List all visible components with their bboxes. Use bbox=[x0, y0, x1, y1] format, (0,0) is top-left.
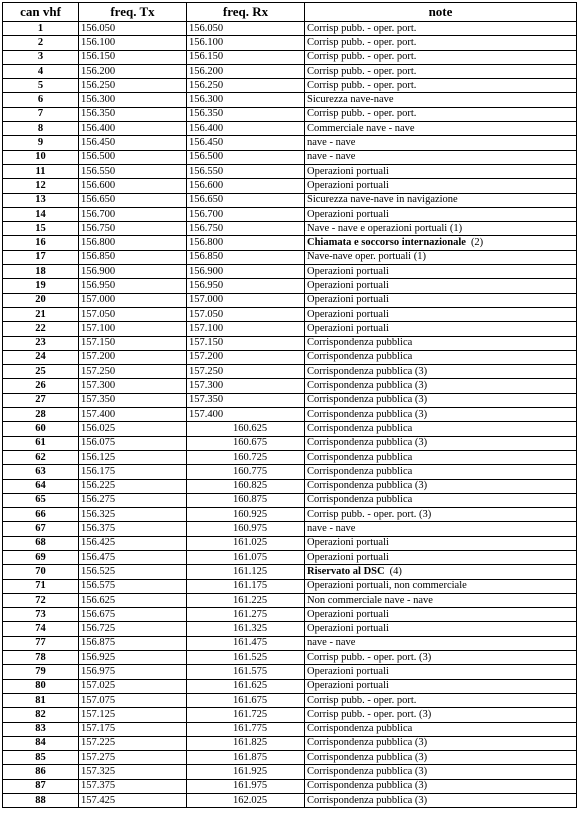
table-row bbox=[3, 236, 577, 250]
channel-cell: 9 bbox=[3, 136, 79, 150]
note-cell: nave - nave bbox=[305, 522, 577, 536]
rx-freq-cell: 157.100 bbox=[187, 322, 305, 336]
tx-freq-cell: 157.150 bbox=[79, 336, 187, 350]
tx-freq-cell: 156.900 bbox=[79, 265, 187, 279]
note-text: Chiamata e soccorso internazionale bbox=[307, 237, 466, 249]
channel-cell: 72 bbox=[3, 593, 79, 607]
note-cell: Operazioni portuali bbox=[305, 207, 577, 221]
note-cell: Corrispondenza pubblica bbox=[305, 465, 577, 479]
note-cell: Corrispondenza pubblica bbox=[305, 722, 577, 736]
tx-freq-cell: 157.100 bbox=[79, 322, 187, 336]
tx-freq-cell: 156.450 bbox=[79, 136, 187, 150]
table-row bbox=[3, 708, 577, 722]
rx-freq-cell: 161.275 bbox=[187, 608, 305, 622]
note-cell: Corrispondenza pubblica (3) bbox=[305, 408, 577, 422]
channel-cell: 12 bbox=[3, 179, 79, 193]
table-row bbox=[3, 393, 577, 407]
note-cell: Nave-nave oper. portuali (1) bbox=[305, 250, 577, 264]
note-cell: Commerciale nave - nave bbox=[305, 122, 577, 136]
channel-cell: 83 bbox=[3, 722, 79, 736]
note-cell: Nave - nave e operazioni portuali (1) bbox=[305, 222, 577, 236]
table-row bbox=[3, 522, 577, 536]
rx-freq-cell: 161.625 bbox=[187, 679, 305, 693]
rx-freq-cell: 161.725 bbox=[187, 708, 305, 722]
tx-freq-cell: 156.925 bbox=[79, 651, 187, 665]
tx-freq-cell: 156.400 bbox=[79, 122, 187, 136]
channel-cell: 18 bbox=[3, 265, 79, 279]
table-row bbox=[3, 136, 577, 150]
note-cell: Corrispondenza pubblica bbox=[305, 493, 577, 507]
tx-freq-cell: 156.025 bbox=[79, 422, 187, 436]
rx-freq-cell: 161.025 bbox=[187, 536, 305, 550]
channel-cell: 3 bbox=[3, 50, 79, 64]
channel-cell: 69 bbox=[3, 550, 79, 564]
note-cell: nave - nave bbox=[305, 136, 577, 150]
channel-cell: 87 bbox=[3, 779, 79, 793]
note-cell: Corrispondenza pubblica (3) bbox=[305, 479, 577, 493]
note-cell: Corrispondenza pubblica bbox=[305, 336, 577, 350]
rx-freq-cell: 156.300 bbox=[187, 93, 305, 107]
tx-freq-cell: 156.175 bbox=[79, 465, 187, 479]
note-cell: Corrispondenza pubblica (3) bbox=[305, 393, 577, 407]
channel-cell: 78 bbox=[3, 651, 79, 665]
table-row bbox=[3, 164, 577, 178]
table-row bbox=[3, 450, 577, 464]
channel-cell: 23 bbox=[3, 336, 79, 350]
rx-freq-cell: 161.775 bbox=[187, 722, 305, 736]
rx-freq-cell: 156.500 bbox=[187, 150, 305, 164]
note-cell: Corrispondenza pubblica (3) bbox=[305, 379, 577, 393]
rx-freq-cell: 157.400 bbox=[187, 408, 305, 422]
rx-freq-cell: 160.775 bbox=[187, 465, 305, 479]
rx-freq-cell: 161.225 bbox=[187, 593, 305, 607]
table-row bbox=[3, 508, 577, 522]
channel-cell: 26 bbox=[3, 379, 79, 393]
table-row bbox=[3, 322, 577, 336]
rx-freq-cell: 156.900 bbox=[187, 265, 305, 279]
table-row bbox=[3, 22, 577, 36]
tx-freq-cell: 157.075 bbox=[79, 693, 187, 707]
rx-freq-cell: 161.675 bbox=[187, 693, 305, 707]
table-row bbox=[3, 493, 577, 507]
header-row bbox=[3, 3, 577, 22]
tx-freq-cell: 157.350 bbox=[79, 393, 187, 407]
tx-freq-cell: 156.325 bbox=[79, 508, 187, 522]
table-header bbox=[3, 3, 577, 22]
note-cell: Operazioni portuali bbox=[305, 265, 577, 279]
tx-freq-cell: 157.325 bbox=[79, 765, 187, 779]
note-cell: Corrisp pubb. - oper. port. bbox=[305, 107, 577, 121]
table-row bbox=[3, 422, 577, 436]
channel-cell: 68 bbox=[3, 536, 79, 550]
rx-freq-cell: 160.925 bbox=[187, 508, 305, 522]
table-row bbox=[3, 93, 577, 107]
note-cell: Operazioni portuali bbox=[305, 665, 577, 679]
table-row bbox=[3, 350, 577, 364]
table-row bbox=[3, 365, 577, 379]
tx-freq-cell: 156.275 bbox=[79, 493, 187, 507]
tx-freq-cell: 156.700 bbox=[79, 207, 187, 221]
rx-freq-cell: 160.675 bbox=[187, 436, 305, 450]
tx-freq-cell: 157.275 bbox=[79, 751, 187, 765]
channel-cell: 28 bbox=[3, 408, 79, 422]
channel-cell: 10 bbox=[3, 150, 79, 164]
rx-freq-cell: 156.750 bbox=[187, 222, 305, 236]
note-cell: Corrisp pubb. - oper. port. bbox=[305, 693, 577, 707]
rx-freq-cell: 161.175 bbox=[187, 579, 305, 593]
channel-cell: 14 bbox=[3, 207, 79, 221]
tx-freq-cell: 156.500 bbox=[79, 150, 187, 164]
rx-freq-cell: 156.150 bbox=[187, 50, 305, 64]
rx-freq-cell: 156.100 bbox=[187, 36, 305, 50]
table-row bbox=[3, 336, 577, 350]
table-row bbox=[3, 651, 577, 665]
channel-cell: 62 bbox=[3, 450, 79, 464]
rx-freq-cell: 156.650 bbox=[187, 193, 305, 207]
rx-freq-cell: 161.975 bbox=[187, 779, 305, 793]
note-cell: Corrispondenza pubblica (3) bbox=[305, 436, 577, 450]
channel-cell: 86 bbox=[3, 765, 79, 779]
table-row bbox=[3, 765, 577, 779]
rx-freq-cell: 157.250 bbox=[187, 365, 305, 379]
rx-freq-cell: 161.125 bbox=[187, 565, 305, 579]
tx-freq-cell: 156.550 bbox=[79, 164, 187, 178]
rx-freq-cell: 156.700 bbox=[187, 207, 305, 221]
tx-freq-cell: 157.125 bbox=[79, 708, 187, 722]
table-row bbox=[3, 79, 577, 93]
table-row bbox=[3, 779, 577, 793]
note-cell: Operazioni portuali bbox=[305, 622, 577, 636]
rx-freq-cell: 157.300 bbox=[187, 379, 305, 393]
rx-freq-cell: 161.575 bbox=[187, 665, 305, 679]
note-cell: Operazioni portuali bbox=[305, 307, 577, 321]
tx-freq-cell: 156.875 bbox=[79, 636, 187, 650]
channel-cell: 66 bbox=[3, 508, 79, 522]
tx-freq-cell: 156.075 bbox=[79, 436, 187, 450]
tx-freq-cell: 156.100 bbox=[79, 36, 187, 50]
channel-cell: 77 bbox=[3, 636, 79, 650]
channel-cell: 15 bbox=[3, 222, 79, 236]
header-tx: freq. Tx bbox=[79, 3, 187, 22]
tx-freq-cell: 157.175 bbox=[79, 722, 187, 736]
channel-cell: 82 bbox=[3, 708, 79, 722]
channel-cell: 17 bbox=[3, 250, 79, 264]
note-cell: Operazioni portuali bbox=[305, 536, 577, 550]
table-row bbox=[3, 550, 577, 564]
note-cell: Corrisp pubb. - oper. port. bbox=[305, 79, 577, 93]
channel-cell: 25 bbox=[3, 365, 79, 379]
channel-cell: 16 bbox=[3, 236, 79, 250]
rx-freq-cell: 156.450 bbox=[187, 136, 305, 150]
note-cell: Operazioni portuali bbox=[305, 322, 577, 336]
channel-cell: 84 bbox=[3, 736, 79, 750]
tx-freq-cell: 157.400 bbox=[79, 408, 187, 422]
note-cell: Corrisp pubb. - oper. port. bbox=[305, 64, 577, 78]
tx-freq-cell: 156.725 bbox=[79, 622, 187, 636]
channel-cell: 65 bbox=[3, 493, 79, 507]
tx-freq-cell: 156.675 bbox=[79, 608, 187, 622]
table-row bbox=[3, 736, 577, 750]
channel-cell: 20 bbox=[3, 293, 79, 307]
note-cell: Corrispondenza pubblica (3) bbox=[305, 736, 577, 750]
tx-freq-cell: 157.025 bbox=[79, 679, 187, 693]
rx-freq-cell: 160.725 bbox=[187, 450, 305, 464]
tx-freq-cell: 156.750 bbox=[79, 222, 187, 236]
tx-freq-cell: 157.425 bbox=[79, 794, 187, 808]
note-cell: Operazioni portuali, non commerciale bbox=[305, 579, 577, 593]
channel-cell: 85 bbox=[3, 751, 79, 765]
table-row bbox=[3, 693, 577, 707]
note-cell: nave - nave bbox=[305, 150, 577, 164]
table-row bbox=[3, 679, 577, 693]
note-cell: Corrisp pubb. - oper. port. bbox=[305, 50, 577, 64]
tx-freq-cell: 156.300 bbox=[79, 93, 187, 107]
channel-cell: 6 bbox=[3, 93, 79, 107]
table-row bbox=[3, 579, 577, 593]
table-row bbox=[3, 436, 577, 450]
tx-freq-cell: 156.250 bbox=[79, 79, 187, 93]
channel-cell: 63 bbox=[3, 465, 79, 479]
table-row bbox=[3, 465, 577, 479]
rx-freq-cell: 156.550 bbox=[187, 164, 305, 178]
tx-freq-cell: 156.150 bbox=[79, 50, 187, 64]
note-cell: Sicurezza nave-nave bbox=[305, 93, 577, 107]
note-cell: Operazioni portuali bbox=[305, 550, 577, 564]
note-cell: Corrispondenza pubblica (3) bbox=[305, 365, 577, 379]
note-cell: Non commerciale nave - nave bbox=[305, 593, 577, 607]
tx-freq-cell: 157.300 bbox=[79, 379, 187, 393]
tx-freq-cell: 156.200 bbox=[79, 64, 187, 78]
channel-cell: 24 bbox=[3, 350, 79, 364]
note-cell: Corrisp pubb. - oper. port. (3) bbox=[305, 651, 577, 665]
tx-freq-cell: 156.575 bbox=[79, 579, 187, 593]
tx-freq-cell: 156.800 bbox=[79, 236, 187, 250]
channel-cell: 22 bbox=[3, 322, 79, 336]
channel-cell: 70 bbox=[3, 565, 79, 579]
rx-freq-cell: 156.950 bbox=[187, 279, 305, 293]
table-row bbox=[3, 593, 577, 607]
channel-cell: 2 bbox=[3, 36, 79, 50]
channel-cell: 60 bbox=[3, 422, 79, 436]
channel-cell: 71 bbox=[3, 579, 79, 593]
note-cell: Corrispondenza pubblica (3) bbox=[305, 779, 577, 793]
table-row bbox=[3, 536, 577, 550]
table-row bbox=[3, 193, 577, 207]
tx-freq-cell: 157.375 bbox=[79, 779, 187, 793]
tx-freq-cell: 156.850 bbox=[79, 250, 187, 264]
note-cell: nave - nave bbox=[305, 636, 577, 650]
table-row bbox=[3, 636, 577, 650]
table-row bbox=[3, 794, 577, 808]
note-cell: Corrispondenza pubblica bbox=[305, 350, 577, 364]
table-row bbox=[3, 179, 577, 193]
table-row bbox=[3, 107, 577, 121]
rx-freq-cell: 161.075 bbox=[187, 550, 305, 564]
note-cell: Sicurezza nave-nave in navigazione bbox=[305, 193, 577, 207]
table-row bbox=[3, 665, 577, 679]
table-row bbox=[3, 222, 577, 236]
rx-freq-cell: 157.200 bbox=[187, 350, 305, 364]
tx-freq-cell: 157.250 bbox=[79, 365, 187, 379]
channel-cell: 13 bbox=[3, 193, 79, 207]
rx-freq-cell: 156.350 bbox=[187, 107, 305, 121]
rx-freq-cell: 160.625 bbox=[187, 422, 305, 436]
note-cell: Operazioni portuali bbox=[305, 164, 577, 178]
channel-cell: 67 bbox=[3, 522, 79, 536]
table-row bbox=[3, 479, 577, 493]
note-text: Riservato al DSC bbox=[307, 565, 385, 577]
tx-freq-cell: 156.600 bbox=[79, 179, 187, 193]
table-row bbox=[3, 50, 577, 64]
channel-cell: 1 bbox=[3, 22, 79, 36]
note-cell: Operazioni portuali bbox=[305, 608, 577, 622]
tx-freq-cell: 157.000 bbox=[79, 293, 187, 307]
tx-freq-cell: 156.225 bbox=[79, 479, 187, 493]
table-row bbox=[3, 608, 577, 622]
note-footnote: (2) bbox=[470, 237, 484, 249]
rx-freq-cell: 156.250 bbox=[187, 79, 305, 93]
table-row bbox=[3, 279, 577, 293]
channel-cell: 7 bbox=[3, 107, 79, 121]
table-row bbox=[3, 293, 577, 307]
tx-freq-cell: 157.200 bbox=[79, 350, 187, 364]
table-row bbox=[3, 64, 577, 78]
rx-freq-cell: 161.525 bbox=[187, 651, 305, 665]
rx-freq-cell: 160.975 bbox=[187, 522, 305, 536]
note-cell: Operazioni portuali bbox=[305, 679, 577, 693]
rx-freq-cell: 160.875 bbox=[187, 493, 305, 507]
rx-freq-cell: 161.475 bbox=[187, 636, 305, 650]
rx-freq-cell: 156.400 bbox=[187, 122, 305, 136]
table-row bbox=[3, 408, 577, 422]
note-footnote: (4) bbox=[389, 565, 402, 577]
tx-freq-cell: 156.475 bbox=[79, 550, 187, 564]
channel-cell: 73 bbox=[3, 608, 79, 622]
channel-cell: 11 bbox=[3, 164, 79, 178]
tx-freq-cell: 156.375 bbox=[79, 522, 187, 536]
note-cell: Corrispondenza pubblica bbox=[305, 450, 577, 464]
note-cell bbox=[305, 565, 577, 579]
rx-freq-cell: 156.200 bbox=[187, 64, 305, 78]
rx-freq-cell: 161.325 bbox=[187, 622, 305, 636]
rx-freq-cell: 161.875 bbox=[187, 751, 305, 765]
rx-freq-cell: 157.050 bbox=[187, 307, 305, 321]
tx-freq-cell: 157.225 bbox=[79, 736, 187, 750]
rx-freq-cell: 156.850 bbox=[187, 250, 305, 264]
channel-cell: 8 bbox=[3, 122, 79, 136]
tx-freq-cell: 157.050 bbox=[79, 307, 187, 321]
vhf-channel-table bbox=[2, 2, 577, 808]
table-row bbox=[3, 565, 577, 579]
tx-freq-cell: 156.625 bbox=[79, 593, 187, 607]
table-row bbox=[3, 622, 577, 636]
channel-cell: 81 bbox=[3, 693, 79, 707]
note-cell: Corrispondenza pubblica (3) bbox=[305, 751, 577, 765]
channel-cell: 80 bbox=[3, 679, 79, 693]
rx-freq-cell: 156.600 bbox=[187, 179, 305, 193]
note-cell: Corrisp pubb. - oper. port. bbox=[305, 36, 577, 50]
tx-freq-cell: 156.650 bbox=[79, 193, 187, 207]
note-cell: Corrispondenza pubblica (3) bbox=[305, 794, 577, 808]
table-row bbox=[3, 265, 577, 279]
rx-freq-cell: 157.150 bbox=[187, 336, 305, 350]
table-row bbox=[3, 122, 577, 136]
channel-cell: 64 bbox=[3, 479, 79, 493]
table-row bbox=[3, 150, 577, 164]
channel-cell: 21 bbox=[3, 307, 79, 321]
note-cell: Corrispondenza pubblica (3) bbox=[305, 765, 577, 779]
channel-cell: 74 bbox=[3, 622, 79, 636]
rx-freq-cell: 161.925 bbox=[187, 765, 305, 779]
table-body bbox=[3, 22, 577, 808]
tx-freq-cell: 156.125 bbox=[79, 450, 187, 464]
rx-freq-cell: 157.350 bbox=[187, 393, 305, 407]
note-cell: Corrisp pubb. - oper. port. (3) bbox=[305, 708, 577, 722]
rx-freq-cell: 156.800 bbox=[187, 236, 305, 250]
channel-cell: 79 bbox=[3, 665, 79, 679]
tx-freq-cell: 156.425 bbox=[79, 536, 187, 550]
rx-freq-cell: 160.825 bbox=[187, 479, 305, 493]
channel-cell: 61 bbox=[3, 436, 79, 450]
note-cell: Operazioni portuali bbox=[305, 179, 577, 193]
table-row bbox=[3, 307, 577, 321]
table-row bbox=[3, 722, 577, 736]
table-row bbox=[3, 250, 577, 264]
tx-freq-cell: 156.525 bbox=[79, 565, 187, 579]
note-cell bbox=[305, 236, 577, 250]
channel-cell: 4 bbox=[3, 64, 79, 78]
tx-freq-cell: 156.975 bbox=[79, 665, 187, 679]
rx-freq-cell: 157.000 bbox=[187, 293, 305, 307]
note-cell: Operazioni portuali bbox=[305, 293, 577, 307]
rx-freq-cell: 156.050 bbox=[187, 22, 305, 36]
tx-freq-cell: 156.950 bbox=[79, 279, 187, 293]
channel-cell: 5 bbox=[3, 79, 79, 93]
note-cell: Corrispondenza pubblica bbox=[305, 422, 577, 436]
header-note: note bbox=[305, 3, 577, 22]
table-row bbox=[3, 751, 577, 765]
header-channel: can vhf bbox=[3, 3, 79, 22]
channel-cell: 19 bbox=[3, 279, 79, 293]
note-cell: Operazioni portuali bbox=[305, 279, 577, 293]
channel-cell: 88 bbox=[3, 794, 79, 808]
rx-freq-cell: 161.825 bbox=[187, 736, 305, 750]
channel-cell: 27 bbox=[3, 393, 79, 407]
table-row bbox=[3, 36, 577, 50]
tx-freq-cell: 156.350 bbox=[79, 107, 187, 121]
tx-freq-cell: 156.050 bbox=[79, 22, 187, 36]
note-cell: Corrisp pubb. - oper. port. bbox=[305, 22, 577, 36]
table-row bbox=[3, 379, 577, 393]
rx-freq-cell: 162.025 bbox=[187, 794, 305, 808]
table-row bbox=[3, 207, 577, 221]
note-cell: Corrisp pubb. - oper. port. (3) bbox=[305, 508, 577, 522]
header-rx: freq. Rx bbox=[187, 3, 305, 22]
